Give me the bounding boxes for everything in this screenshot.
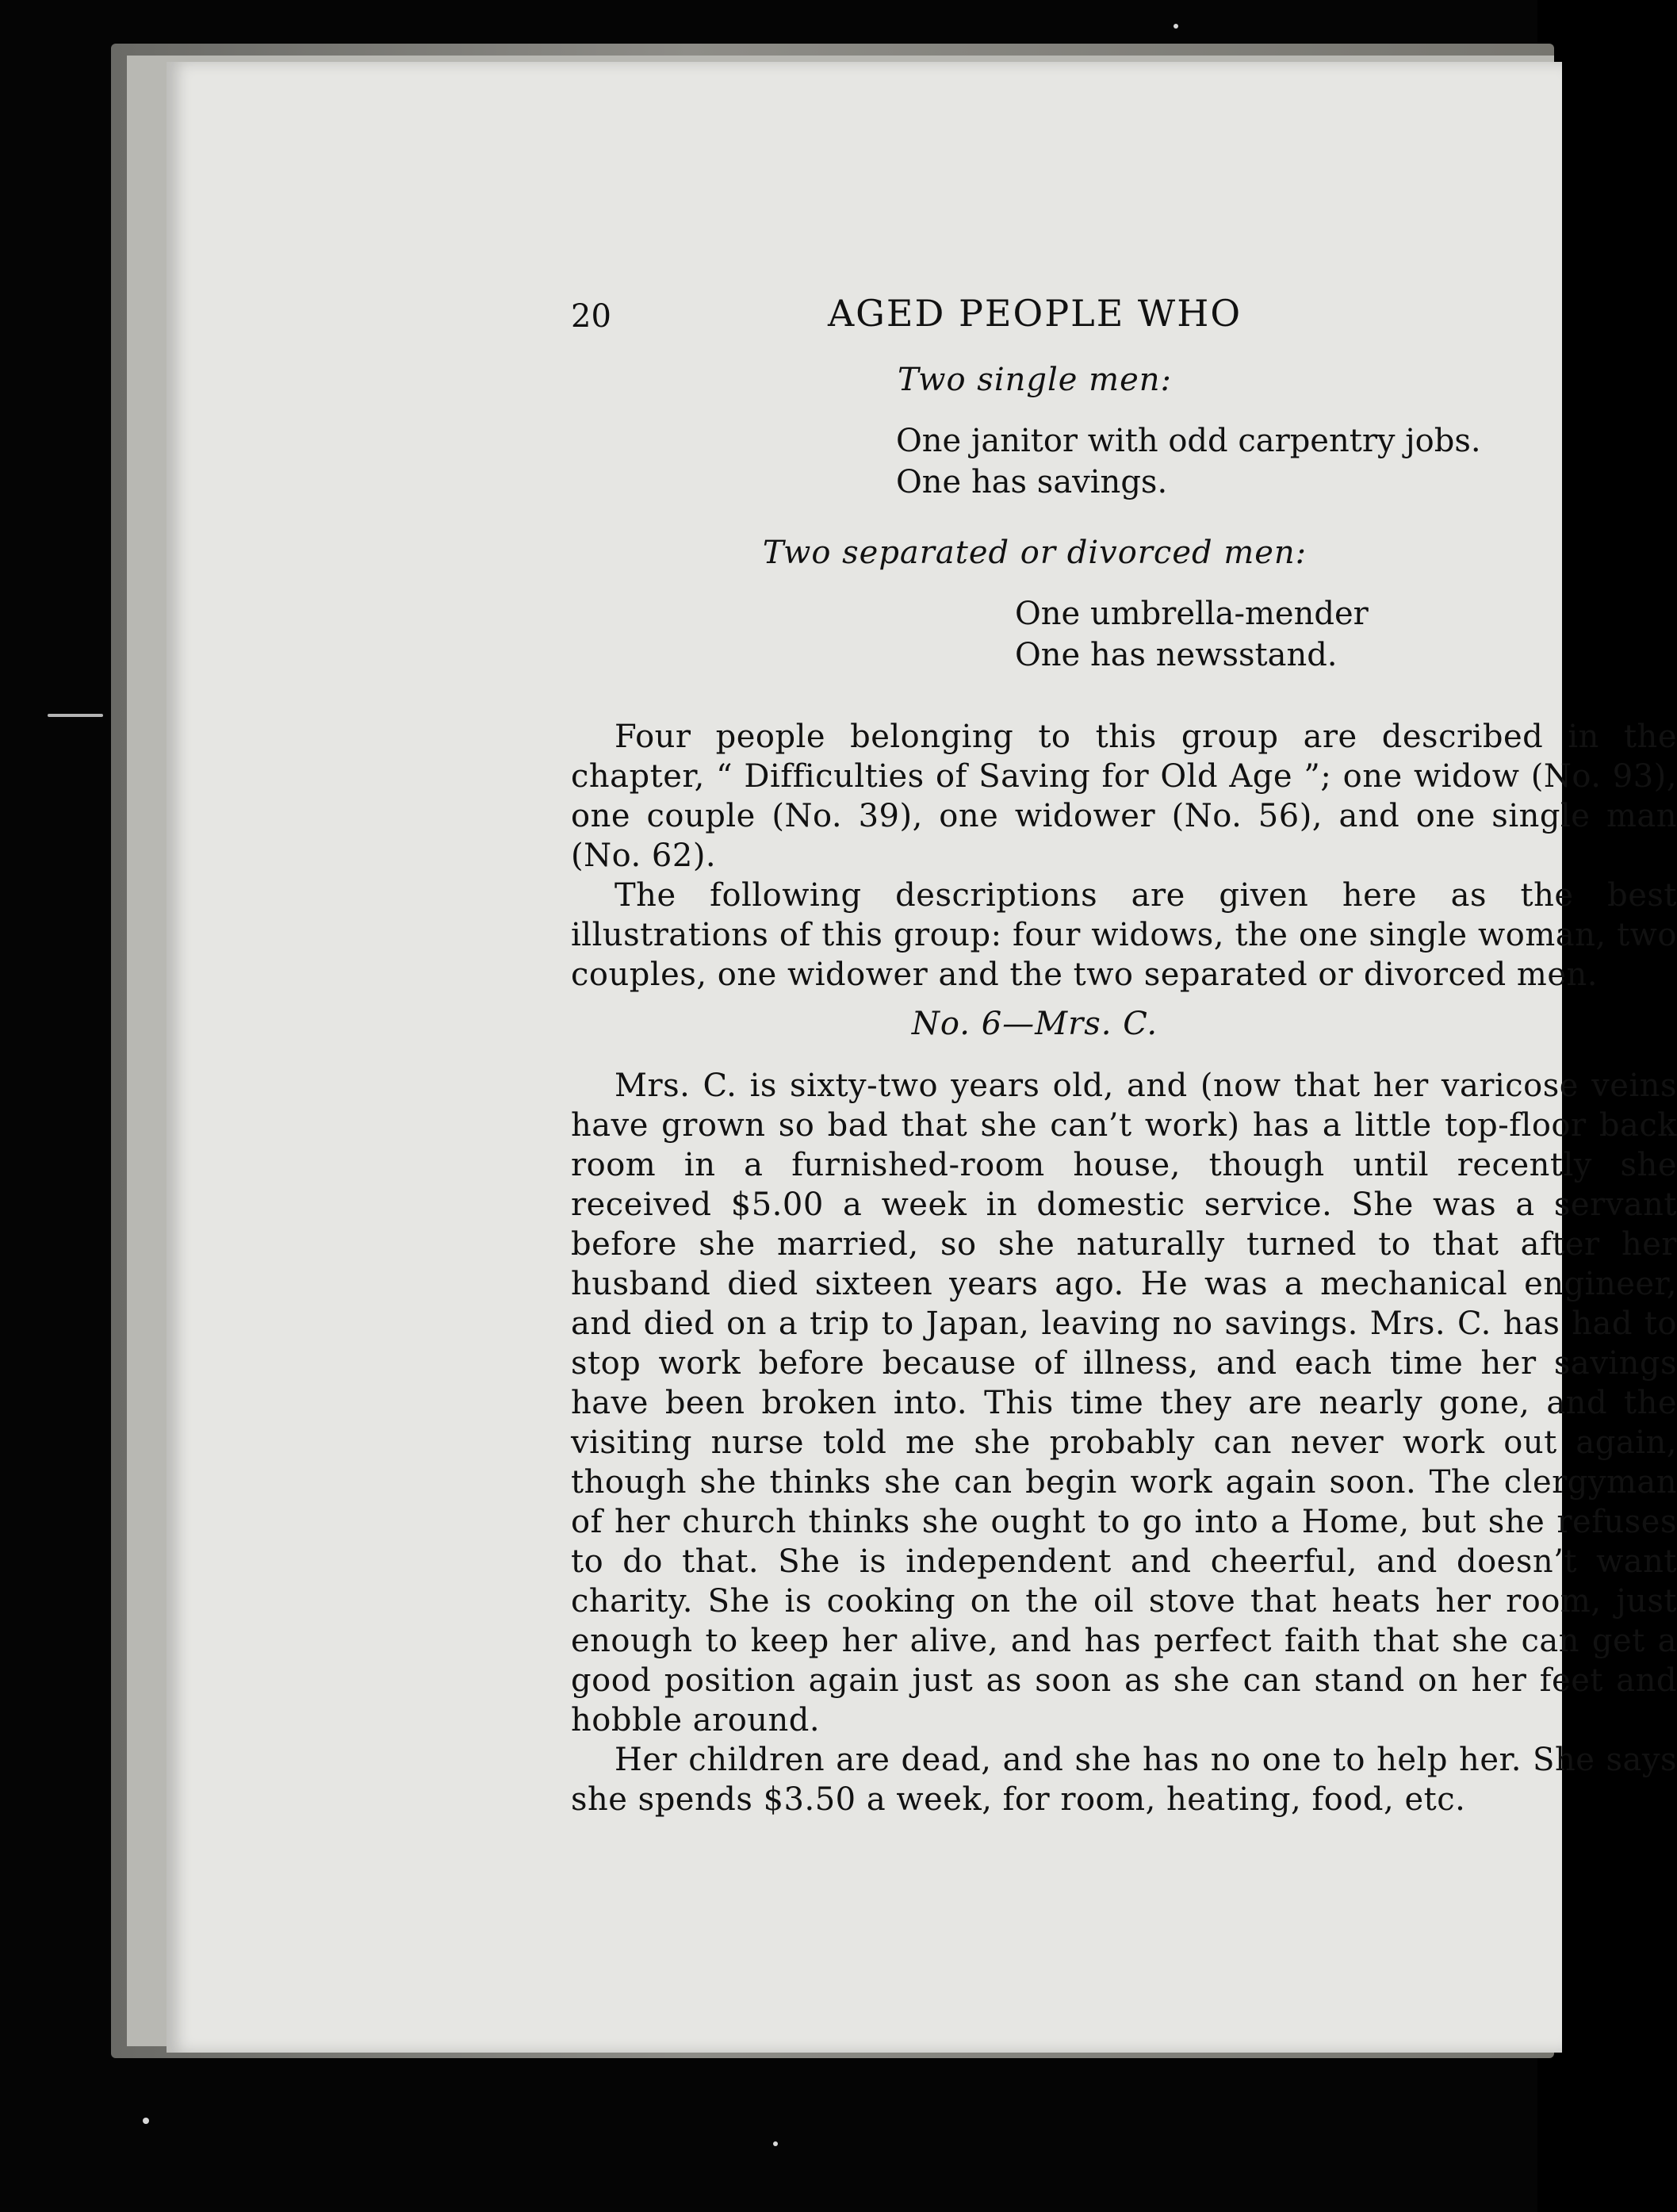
running-title: AGED PEOPLE WHO	[827, 292, 1242, 335]
heading-separated-men: Two separated or divorced men:	[762, 535, 1308, 571]
book-page	[167, 62, 1677, 2053]
body-paragraph: The following descriptions are given here as the best illustrations of this group: four widows, the one single woman, two couples, one widower and the two separated or divorced men.	[571, 877, 1677, 993]
list-item: One janitor with odd carpentry jobs.	[896, 423, 1481, 459]
list-item: One has savings.	[896, 464, 1168, 500]
list-item: One has newsstand.	[1015, 637, 1338, 673]
dust-speck	[773, 2141, 778, 2146]
page-number: 20	[571, 298, 611, 335]
case-heading: No. 6—Mrs. C.	[911, 1006, 1158, 1042]
page-text-block	[571, 292, 1677, 1819]
heading-single-men: Two single men:	[898, 362, 1172, 398]
single-men-list	[896, 420, 1677, 503]
list-item: One umbrella-mender	[1015, 596, 1369, 632]
dust-speck	[1174, 24, 1178, 29]
dust-speck	[143, 2118, 149, 2124]
case-paragraph: Her children are dead, and she has no one to help her. She says she spends $3.50 a week, for room, heating, food, etc.	[571, 1742, 1677, 1818]
page-header	[571, 292, 1677, 347]
dust-speck	[48, 714, 103, 717]
case-paragraph: Mrs. C. is sixty-two years old, and (now that her varicose veins have grown so bad that she can’t work) has a little top-floor back room in a furnished-room house, though until recently she received $5.00 a week in domestic service. She was a servant before she married, so she naturally turned to that after her husband died sixteen years ago. He was a mechanical engineer, and died on a trip to Japan, leaving no savings. Mrs. C. has had to stop work before because of illness, and each time her savings have been broken into. This time they are nearly gone, and the visiting nurse told me she probably can never work out again, though she thinks she can begin work again soon. The clergyman of her church thinks she ought to go into a Home, but she refuses to do that. She is independent and cheerful, and doesn’t want charity. She is cooking on the oil stove that heats her room, just enough to keep her alive, and has perfect faith that she can get a good position again just as soon as she can stand on her feet and hobble around.	[571, 1068, 1677, 1739]
separated-men-list	[1015, 593, 1677, 676]
body-paragraph: Four people belonging to this group are described in the chapter, “ Difficulties of Saving for Old Age ”; one widow (No. 93), one couple (No. 39), one widower (No. 56), and one single man (No. 62).	[571, 719, 1677, 874]
